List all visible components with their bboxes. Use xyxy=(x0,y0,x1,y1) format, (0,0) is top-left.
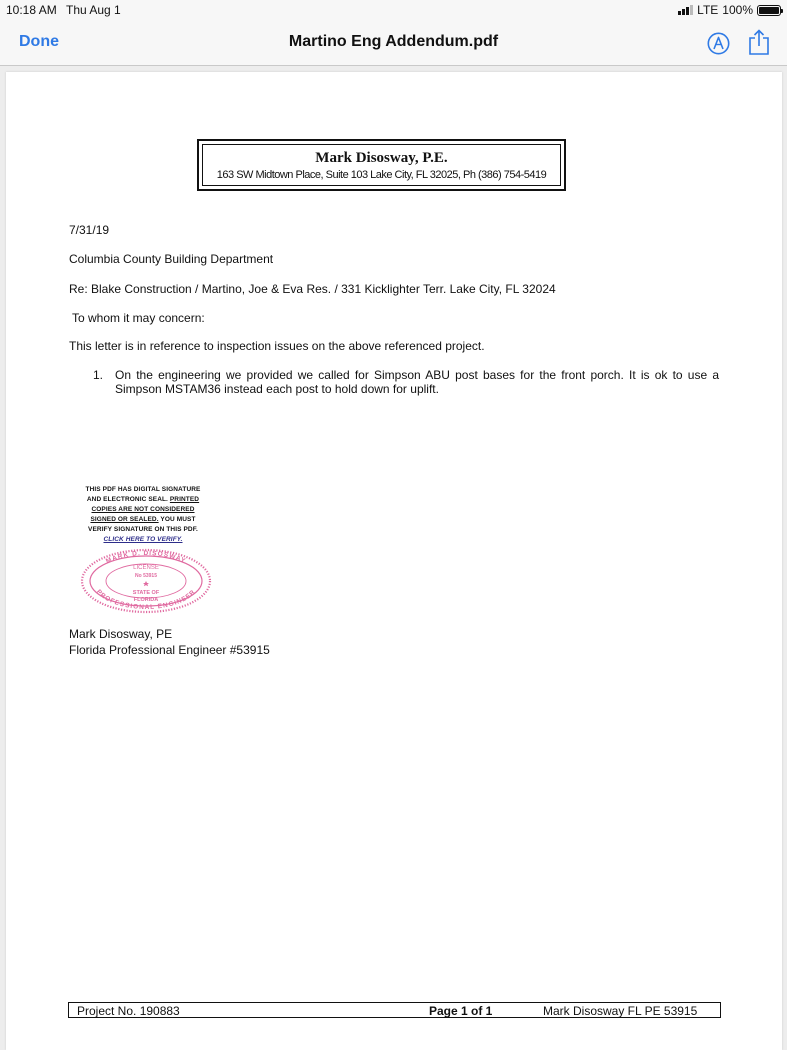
network-label: LTE xyxy=(697,3,719,17)
seal-number: No 53915 xyxy=(135,573,157,579)
seal-state-of: STATE OF xyxy=(132,590,160,596)
status-date: Thu Aug 1 xyxy=(66,3,121,17)
document-title: Martino Eng Addendum.pdf xyxy=(288,33,499,50)
signer-title: Florida Professional Engineer #53915 xyxy=(69,643,270,657)
seal-outer-top: MARK D. DISOSWAY xyxy=(104,549,188,566)
footer-engineer: Mark Disosway FL PE 53915 xyxy=(543,1004,698,1018)
nav-bar xyxy=(0,20,787,66)
seal-star-icon xyxy=(143,581,149,586)
pdf-page[interactable] xyxy=(6,72,782,1050)
status-right-group xyxy=(678,3,781,17)
dsig-line: VERIFY SIGNATURE ON THIS PDF. xyxy=(88,526,198,533)
status-time: 10:18 AM xyxy=(6,3,57,17)
status-bar xyxy=(0,0,787,20)
share-icon[interactable] xyxy=(748,29,770,56)
done-button[interactable]: Done xyxy=(19,33,59,50)
dsig-line: AND ELECTRONIC SEAL. PRINTED xyxy=(86,496,200,503)
seal-license: LICENSE xyxy=(133,565,159,571)
salutation: To whom it may concern: xyxy=(72,311,205,325)
letterhead xyxy=(197,139,566,191)
footer-page-number: Page 1 of 1 xyxy=(429,1004,493,1018)
seal-outer-bottom: PROFESSIONAL ENGINEER xyxy=(94,588,198,612)
verify-signature-link[interactable]: CLICK HERE TO VERIFY. xyxy=(103,536,183,543)
signer-name: Mark Disosway, PE xyxy=(69,627,173,641)
signal-icon xyxy=(678,5,693,15)
letterhead-address: 163 SW Midtown Place, Suite 103 Lake City, FL 32025, Ph (386) 754-5419 xyxy=(216,169,547,181)
markup-pen-icon[interactable] xyxy=(707,32,730,55)
battery-percent: 100% xyxy=(722,3,753,17)
dsig-line: COPIES ARE NOT CONSIDERED xyxy=(91,506,195,513)
list-item-number: 1. xyxy=(93,368,104,382)
letterhead-name: Mark Disosway, P.E. xyxy=(315,150,448,166)
battery-icon xyxy=(757,5,781,16)
re-line: Re: Blake Construction / Martino, Joe & Eva Res. / 331 Kicklighter Terr. Lake City, FL 32024 xyxy=(69,282,556,296)
svg-text:MARK D. DISOSWAY xyxy=(105,550,187,565)
seal-florida: FLORIDA xyxy=(133,597,159,603)
letter-date: 7/31/19 xyxy=(69,223,110,237)
page-footer xyxy=(68,1002,721,1018)
engineer-seal xyxy=(78,546,214,614)
recipient: Columbia County Building Department xyxy=(69,252,274,266)
intro-paragraph: This letter is in reference to inspection issues on the above referenced project. xyxy=(69,339,485,353)
dsig-line: SIGNED OR SEALED. YOU MUST xyxy=(90,516,196,523)
list-item-text: On the engineering we provided we called for Simpson ABU post bases for the front porch. It is ok to use a Simpson MSTAM36 instead each post to hold down for uplift. xyxy=(115,368,719,396)
digital-signature-notice xyxy=(68,485,218,545)
footer-project-number: Project No. 190883 xyxy=(77,1004,180,1018)
dsig-line: THIS PDF HAS DIGITAL SIGNATURE xyxy=(85,486,201,493)
